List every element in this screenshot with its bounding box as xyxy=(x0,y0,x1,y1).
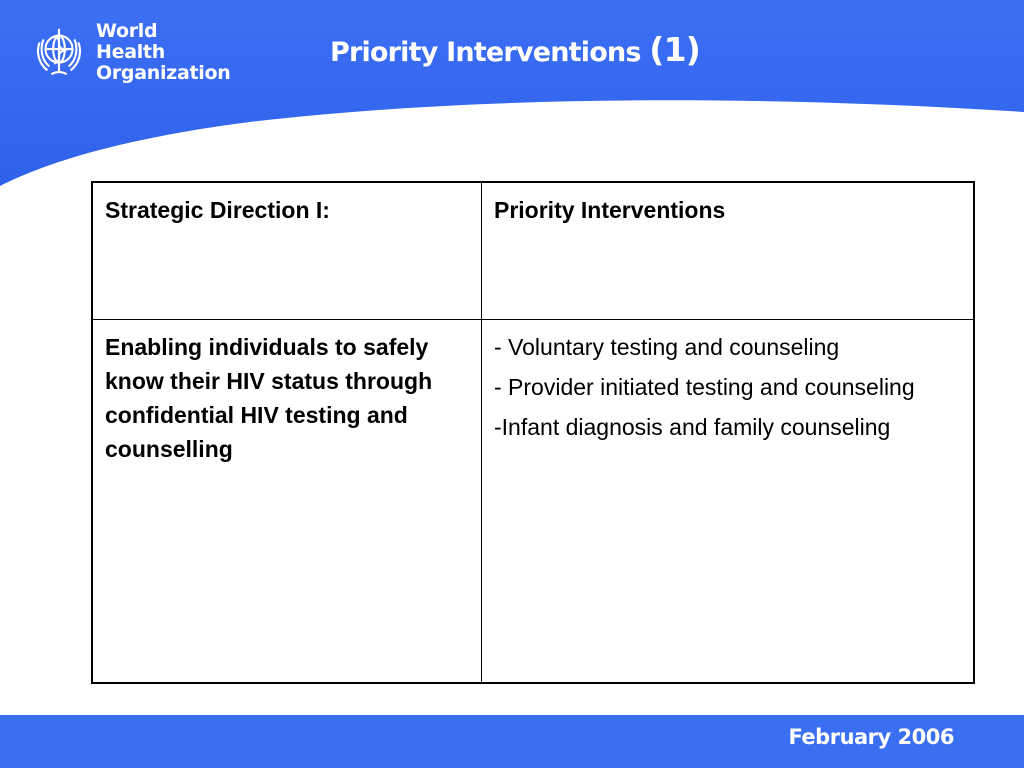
who-logo xyxy=(30,19,231,84)
footer-date: February 2006 xyxy=(788,725,954,749)
intervention-item: - Provider initiated testing and counseling xyxy=(494,374,915,400)
title-number: (1) xyxy=(649,30,701,69)
header-cell-direction: Strategic Direction I: xyxy=(92,182,482,320)
header-cell-interventions: Priority Interventions xyxy=(482,182,975,320)
page-title xyxy=(290,30,740,69)
footer-bar xyxy=(0,715,1024,768)
table-header-row xyxy=(92,182,974,320)
direction-cell xyxy=(92,320,482,684)
direction-text: Enabling individuals to safely know their HIV status through confidential HIV testing and counselling xyxy=(105,334,433,462)
logo-line-2: Organization xyxy=(96,61,231,84)
who-emblem-icon xyxy=(30,23,88,81)
title-text: Priority Interventions xyxy=(329,37,641,68)
intervention-item: -Infant diagnosis and family counseling xyxy=(494,414,891,440)
interventions-cell xyxy=(482,320,975,684)
interventions-table xyxy=(91,181,975,684)
logo-wordmark xyxy=(96,21,230,84)
intervention-item: - Voluntary testing and counseling xyxy=(494,334,840,360)
logo-line-1: World Health xyxy=(96,19,165,63)
table-row xyxy=(92,320,974,684)
